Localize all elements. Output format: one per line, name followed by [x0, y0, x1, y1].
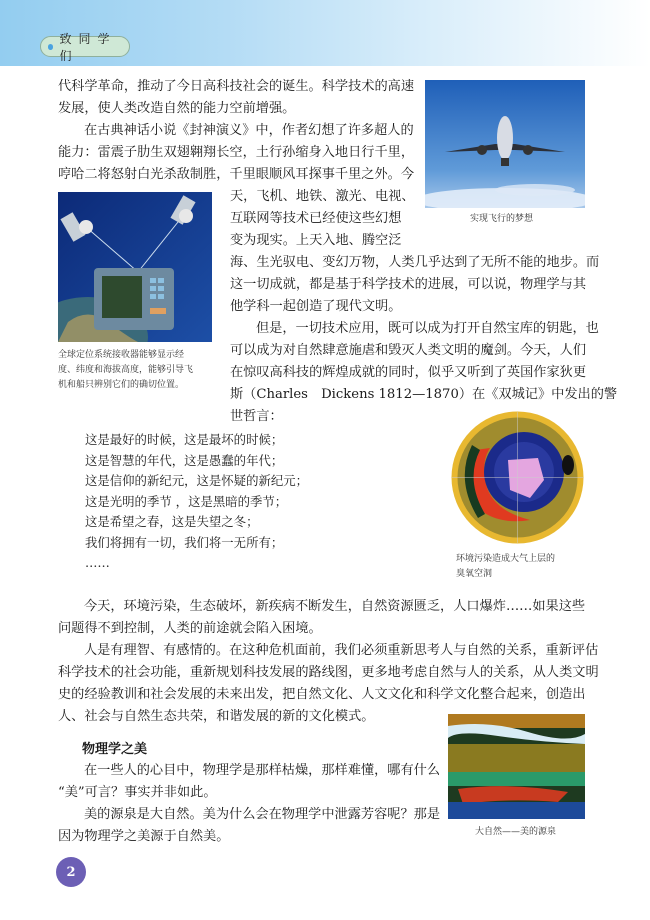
- page-header-band: [0, 0, 650, 66]
- body-line: 能力：雷震子肋生双翅翱翔长空，土行孙缩身入地日行千里，: [58, 145, 415, 160]
- body-line: 在一些人的心目中，物理学是那样枯燥，那样难懂，哪有什么: [84, 763, 441, 778]
- quote-line: 这是智慧的年代，这是愚蠢的年代；: [85, 452, 284, 468]
- quote-line: 这是信仰的新纪元，这是怀疑的新纪元；: [85, 473, 309, 488]
- section-tag-label: 致同学们: [59, 31, 117, 63]
- section-tag: [40, 31, 130, 63]
- ozone-caption: 环境污染造成大气上层的 臭氧空洞: [456, 554, 556, 579]
- body-line: 在古典神话小说《封神演义》中，作者幻想了许多超人的: [84, 123, 414, 138]
- gps-receiver-photo: [58, 192, 212, 342]
- body-line: 变为现实。上天入地、腾空泛: [230, 233, 402, 248]
- body-line: 哼哈二将怒射白光杀敌制胜，千里眼顺风耳探事千里之外。今: [58, 167, 415, 182]
- body-line: 他学科一起创造了现代文明。: [230, 299, 402, 314]
- body-line: 今天，环境污染，生态破坏，新疾病不断发生，自然资源匮乏，人口爆炸……如果这些: [84, 599, 586, 614]
- body-line: 斯（Charles Dickens 1812—1870）在《双城记》中发出的警: [230, 387, 618, 402]
- body-line: 因为物理学之美源于自然美。: [58, 829, 230, 844]
- quote-line: 这是希望之春，这是失望之冬；: [85, 514, 259, 529]
- dickens-quote: [85, 430, 308, 574]
- quote-line: 这是最好的时候，这是最坏的时候；: [85, 432, 284, 447]
- body-line: 史的经验教训和社会发展的未来出发，把自然文化、人文文化和科学文化整合起来，创造出: [58, 687, 586, 702]
- body-line: 可以成为对自然肆意施虐和毁灭人类文明的魔剑。今天，人们: [230, 343, 587, 358]
- body-line: 但是，一切技术应用，既可以成为打开自然宝库的钥匙，也: [256, 321, 599, 336]
- ozone-hole-map: [450, 410, 585, 545]
- quote-line: ……: [85, 555, 110, 570]
- body-line: 发展，使人类改造自然的能力空前增强。: [58, 101, 296, 116]
- body-line: 天，飞机、地铁、激光、电视、: [230, 189, 415, 204]
- body-line: 科学技术的社会功能，重新规划科技发展的路线图，更多地考虑自然与人的关系，从人类文明: [58, 665, 599, 680]
- quote-line: 这是光明的季节 ，这是黑暗的季节；: [85, 493, 288, 509]
- quote-line: 我们将拥有一切，我们将一无所有；: [85, 534, 284, 550]
- nature-caption: 大自然——美的源泉: [475, 827, 557, 837]
- body-line: 互联网等技术已经使这些幻想: [230, 211, 402, 226]
- body-line: 美的源泉是大自然。美为什么会在物理学中泄露芳容呢？那是: [84, 807, 441, 822]
- body-line: 人、社会与自然生态共荣，和谐发展的新的文化模式。: [58, 709, 375, 724]
- airplane-caption: 实现飞行的梦想: [470, 214, 534, 224]
- body-line: 代科学革命，推动了今日高科技社会的诞生。科学技术的高速: [58, 79, 415, 94]
- body-line: 这一切成就，都是基于科学技术的进展，可以说，物理学与其: [230, 277, 587, 292]
- airplane-photo: [425, 80, 585, 208]
- body-line: 在惊叹高科技的辉煌成就的同时，似乎又听到了英国作家狄更: [230, 365, 587, 380]
- body-line: 海、生光驭电、变幻万物，人类几乎达到了无所不能的地步。而: [230, 255, 600, 270]
- bullet-dot-icon: [48, 44, 53, 50]
- body-line: 世哲言：: [230, 409, 283, 424]
- page-number-badge: 2: [56, 857, 86, 887]
- body-line: “美”可言？事实并非如此。: [58, 785, 217, 800]
- gps-caption: 全球定位系统接收器能够显示经 度、纬度和海拔高度，能够引导飞 机和船只辨别它们的确切位置。: [58, 350, 194, 390]
- body-line: 人是有理智、有感情的。在这种危机面前，我们必须重新思考人与自然的关系，重新评估: [84, 643, 599, 658]
- body-line: 问题得不到控制，人类的前途就会陷入困境。: [58, 621, 322, 636]
- section-heading: 物理学之美: [82, 742, 148, 757]
- nature-landscape-photo: [448, 714, 585, 819]
